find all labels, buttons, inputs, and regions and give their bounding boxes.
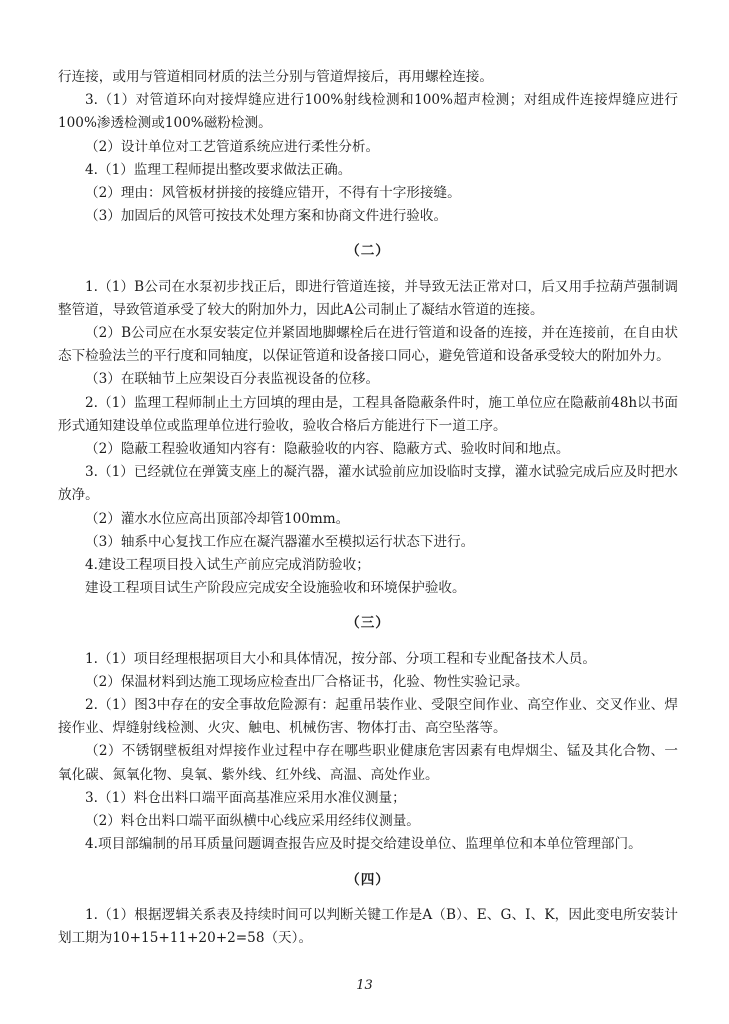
paragraph: （2）料仓出料口端平面纵横中心线应采用经纬仪测量。	[85, 813, 420, 830]
section-4-paragraphs	[58, 904, 678, 950]
section-heading-4: （四）	[346, 871, 390, 888]
paragraph: （2）保温材料到达施工现场应检查出厂合格证书，化验、物性实验记录。	[85, 673, 529, 690]
page-number: 13	[356, 978, 373, 993]
paragraph: （3）在联轴节上应架设百分表监视设备的位移。	[85, 371, 380, 388]
paragraph: 2.（1）图3中存在的安全事故危险源有：起重吊装作业、受限空间作业、高空作业、交叉作业、焊接作业、焊缝射线检测、火灾、触电、机械伤害、物体打击、高空坠落等。	[58, 697, 678, 737]
section-1-paragraphs	[58, 66, 678, 228]
paragraph: 建设工程项目试生产阶段应完成安全设施验收和环境保护验收。	[85, 580, 466, 597]
paragraph: 1.（1）项目经理根据项目大小和具体情况，按分部、分项工程和专业配备技术人员。	[85, 650, 596, 667]
paragraph: （2）灌水水位应高出顶部冷却管100mm。	[85, 510, 350, 527]
section-heading-3: （三）	[346, 615, 390, 632]
document-body	[58, 66, 678, 950]
paragraph: 3.（1）料仓出料口端平面高基准应采用水准仪测量；	[85, 789, 406, 806]
section-2-paragraphs	[58, 276, 678, 601]
paragraph: 4.项目部编制的吊耳质量问题调查报告应及时提交给建设单位、监理单位和本单位管理部门。	[85, 836, 642, 853]
paragraph: 行连接，或用与管道相同材质的法兰分别与管道焊接后，再用螺栓连接。	[58, 69, 493, 85]
paragraph: 3.（1）对管道环向对接焊缝应进行100%射线检测和100%超声检测；对组成件连接焊缝应进行100%渗透检测或100%磁粉检测。	[58, 92, 678, 132]
paragraph: （2）B公司应在水泵安装定位并紧固地脚螺栓后在进行管道和设备的连接，并在连接前，在自由状态下检验法兰的平行度和同轴度，以保证管道和设备接口同心，避免管道和设备承受较大的附加外力。	[58, 325, 678, 365]
paragraph: 4.（1）监理工程师提出整改要求做法正确。	[85, 161, 352, 178]
paragraph: （3）轴系中心复找工作应在凝汽器灌水至模拟运行状态下进行。	[85, 533, 475, 550]
paragraph: （2）理由：风管板材拼接的接缝应错开，不得有十字形接缝。	[85, 185, 461, 202]
paragraph: （3）加固后的风管可按技术处理方案和协商文件进行验收。	[85, 208, 448, 225]
paragraph: 1.（1）B公司在水泵初步找正后，即进行管道连接，并导致无法正常对口，后又用手拉葫芦强制调整管道，导致管道承受了较大的附加外力，因此A公司制止了凝结水管道的连接。	[58, 278, 678, 318]
paragraph: 2.（1）监理工程师制止土方回填的理由是，工程具备隐蔽条件时，施工单位应在隐蔽前48h以书面形式通知建设单位或监理单位进行验收，验收合格后方能进行下一道工序。	[58, 394, 678, 434]
paragraph: （2）不锈钢壁板组对焊接作业过程中存在哪些职业健康危害因素有电焊烟尘、锰及其化合物、一氧化碳、氮氧化物、臭氧、紫外线、红外线、高温、高处作业。	[58, 743, 678, 783]
paragraph: 1.（1）根据逻辑关系表及持续时间可以判断关键工作是A（B）、E、G、I、K，因此变电所安装计划工期为10+15+11+20+2=58（天）。	[58, 906, 678, 946]
paragraph: 3.（1）已经就位在弹簧支座上的凝汽器，灌水试验前应加设临时支撑，灌水试验完成后应及时把水放净。	[58, 464, 678, 504]
section-3-paragraphs	[58, 648, 678, 857]
paragraph: （2）设计单位对工艺管道系统应进行柔性分析。	[85, 138, 380, 155]
paragraph: 4.建设工程项目投入试生产前应完成消防验收；	[85, 557, 370, 574]
section-heading-2: （二）	[346, 243, 390, 260]
paragraph: （2）隐蔽工程验收通知内容有：隐蔽验收的内容、隐蔽方式、验收时间和地点。	[85, 441, 570, 458]
